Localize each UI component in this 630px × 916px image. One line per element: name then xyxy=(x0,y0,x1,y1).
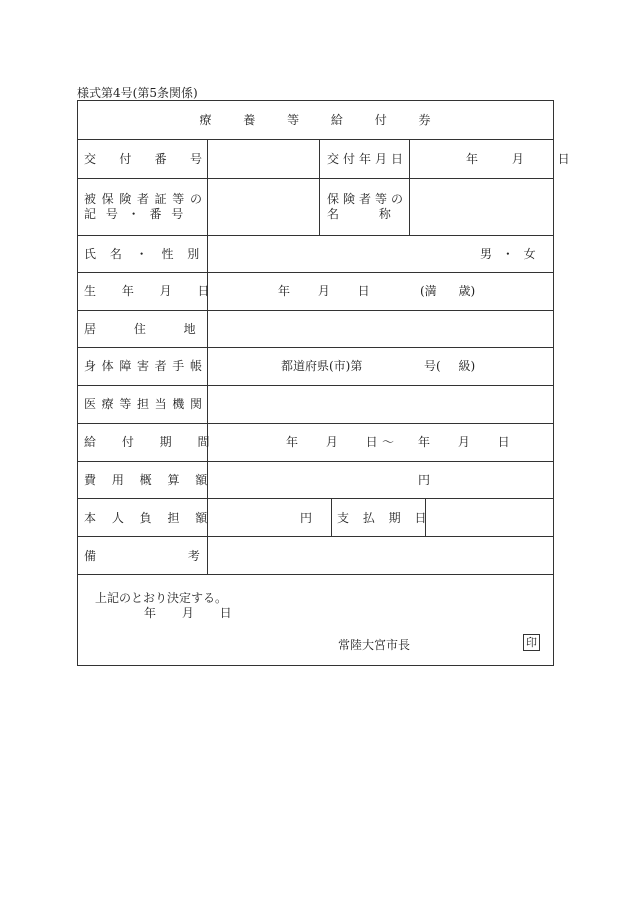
label-char: 険 xyxy=(342,192,355,206)
label-char: 保 xyxy=(327,192,340,206)
row-divider xyxy=(78,347,553,348)
insurer-label-line1 xyxy=(327,192,403,206)
label-char: 証 xyxy=(154,192,167,206)
label-char: 体 xyxy=(101,359,114,373)
seal-mark: 印 xyxy=(523,634,540,651)
row-divider xyxy=(78,423,553,424)
label-char: 者 xyxy=(358,192,371,206)
form-title xyxy=(78,113,555,127)
label-char: 険 xyxy=(119,192,132,206)
benefit-ticket-form xyxy=(77,100,570,666)
issue-number-label xyxy=(84,152,202,166)
label-char: 身 xyxy=(84,359,97,373)
row-divider xyxy=(78,536,553,537)
row-divider xyxy=(78,235,553,236)
payment-date-label: 支 払 期 日 xyxy=(337,511,427,525)
form-number: 様式第4号(第5条関係) xyxy=(77,86,198,100)
benefit-period-label: 給 付 期 間 xyxy=(84,435,210,449)
row-divider xyxy=(78,574,553,575)
medical-institution-label xyxy=(84,397,202,411)
label-char: 等 xyxy=(172,192,185,206)
row-divider xyxy=(78,461,553,462)
row-divider xyxy=(78,178,553,179)
row-divider xyxy=(78,139,553,140)
title-text: 療 養 等 給 付 券 xyxy=(199,113,434,127)
benefit-period-tilde: ～ xyxy=(382,435,395,449)
label-char: 医 xyxy=(84,397,97,411)
disability-handbook-label xyxy=(84,359,202,373)
label-char: の xyxy=(189,192,202,206)
handbook-prefecture: 都道府県(市)第 xyxy=(281,359,363,373)
label-column-divider xyxy=(207,139,208,574)
label-char: 交 xyxy=(84,152,97,166)
label-char: 害 xyxy=(136,359,149,373)
row-divider xyxy=(78,310,553,311)
insurer-label-line2: 名 称 xyxy=(327,207,391,221)
label-char: 担 xyxy=(136,397,149,411)
label-char: 手 xyxy=(172,359,185,373)
issue-date-value: 年 月 日 xyxy=(466,152,570,166)
label-char: 保 xyxy=(101,192,114,206)
handbook-number-grade: 号( 級) xyxy=(424,359,476,373)
label-char: 付 xyxy=(119,152,132,166)
column-divider xyxy=(331,498,332,536)
label-char: 等 xyxy=(119,397,132,411)
benefit-period-to: 年 月 日 xyxy=(418,435,510,449)
benefit-period-from: 年 月 日 xyxy=(286,435,378,449)
label-char: 者 xyxy=(154,359,167,373)
label-char: 療 xyxy=(101,397,114,411)
birth-date-label: 生 年 月 日 xyxy=(84,284,210,298)
label-char: 番 xyxy=(154,152,167,166)
label-char: 障 xyxy=(119,359,132,373)
issuer-name: 常陸大宮市長 xyxy=(338,638,411,652)
label-char: 当 xyxy=(154,397,167,411)
insured-card-label-line1 xyxy=(84,192,202,206)
label-char: 付 xyxy=(342,152,355,166)
name-sex-label: 氏 名 ・ 性 別 xyxy=(84,247,200,261)
label-char: の xyxy=(390,192,403,206)
self-pay-unit: 円 xyxy=(300,511,313,525)
column-divider xyxy=(319,139,320,235)
column-divider xyxy=(409,139,410,235)
birth-date-value: 年 月 日 xyxy=(278,284,370,298)
label-char: 日 xyxy=(390,152,403,166)
decision-date: 年 月 日 xyxy=(144,606,232,620)
label-char: 号 xyxy=(189,152,202,166)
label-char: 帳 xyxy=(189,359,202,373)
age-value: (満 歳) xyxy=(420,284,476,298)
issue-date-label xyxy=(327,152,403,166)
row-divider xyxy=(78,498,553,499)
estimated-cost-unit: 円 xyxy=(418,473,431,487)
label-char: 交 xyxy=(327,152,340,166)
row-divider xyxy=(78,385,553,386)
row-divider xyxy=(78,272,553,273)
sex-options: 男 ・ 女 xyxy=(480,247,536,261)
estimated-cost-label: 費 用 概 算 額 xyxy=(84,473,208,487)
decision-text: 上記のとおり決定する。 xyxy=(95,591,228,605)
label-char: 等 xyxy=(374,192,387,206)
insured-card-label-line2: 記 号 ・ 番 号 xyxy=(84,207,184,221)
label-char: 被 xyxy=(84,192,97,206)
self-pay-label: 本 人 負 担 額 xyxy=(84,511,208,525)
label-char: 関 xyxy=(189,397,202,411)
remarks-label: 備 考 xyxy=(84,549,200,563)
address-label: 居 住 地 xyxy=(84,322,196,336)
label-char: 年 xyxy=(358,152,371,166)
label-char: 機 xyxy=(172,397,185,411)
label-char: 者 xyxy=(136,192,149,206)
label-char: 月 xyxy=(374,152,387,166)
